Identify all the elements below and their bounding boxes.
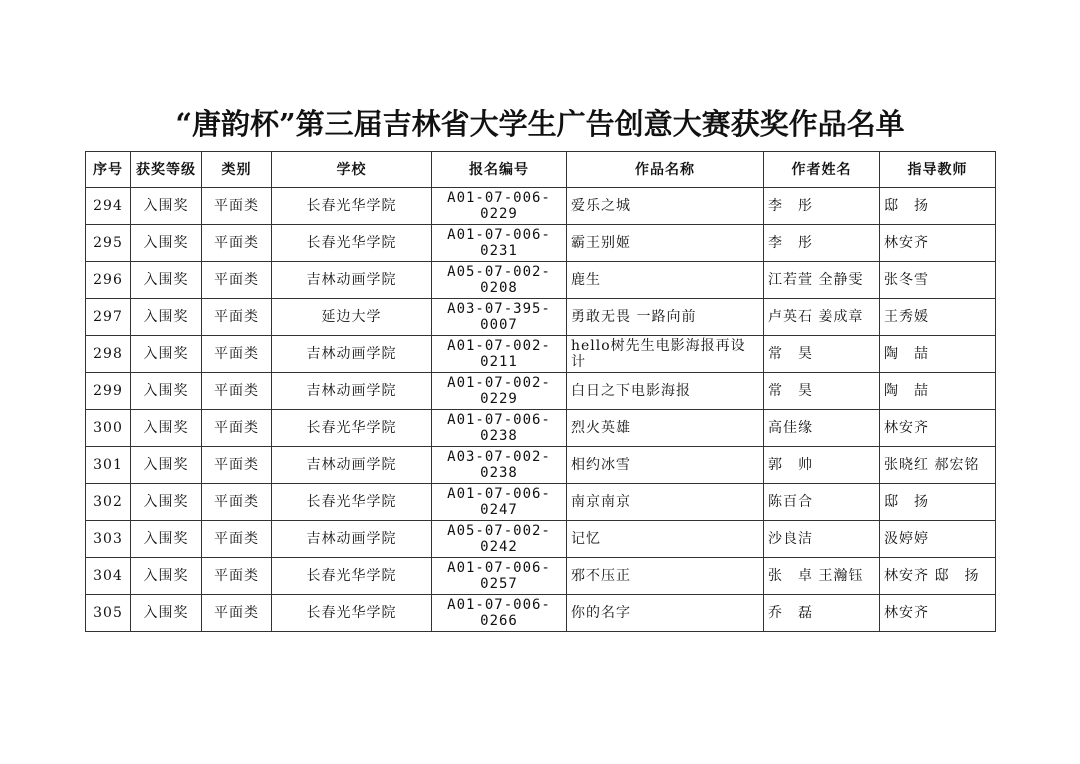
advisor-cell: 林安齐 xyxy=(880,595,996,632)
school-cell: 长春光华学院 xyxy=(272,225,432,262)
registration-id-cell: A03-07-395-0007 xyxy=(432,299,567,336)
advisor-cell: 汲婷婷 xyxy=(880,521,996,558)
advisor-cell: 邸 扬 xyxy=(880,484,996,521)
table-row xyxy=(86,558,996,595)
author-cell: 江若萱 全静雯 xyxy=(764,262,880,299)
author-cell: 卢英石 姜成章 xyxy=(764,299,880,336)
award-level-cell: 入围奖 xyxy=(131,188,202,225)
index-cell: 297 xyxy=(86,299,131,336)
award-level-cell: 入围奖 xyxy=(131,484,202,521)
work-title-cell: 烈火英雄 xyxy=(567,410,764,447)
advisor-cell: 邸 扬 xyxy=(880,188,996,225)
table-row xyxy=(86,373,996,410)
index-cell: 305 xyxy=(86,595,131,632)
work-title-cell: 霸王别姬 xyxy=(567,225,764,262)
school-cell: 长春光华学院 xyxy=(272,595,432,632)
school-cell: 长春光华学院 xyxy=(272,410,432,447)
registration-id-cell: A01-07-006-0229 xyxy=(432,188,567,225)
school-cell: 吉林动画学院 xyxy=(272,336,432,373)
registration-id-cell: A01-07-002-0211 xyxy=(432,336,567,373)
award-level-cell: 入围奖 xyxy=(131,299,202,336)
work-title-cell: 白日之下电影海报 xyxy=(567,373,764,410)
work-title-cell: 你的名字 xyxy=(567,595,764,632)
table-body xyxy=(86,188,996,632)
work-title-cell: 邪不压正 xyxy=(567,558,764,595)
registration-id-cell: A01-07-002-0229 xyxy=(432,373,567,410)
table-row xyxy=(86,188,996,225)
page-title: “唐韵杯”第三届吉林省大学生广告创意大赛获奖作品名单 xyxy=(175,107,905,141)
work-title-cell: 鹿生 xyxy=(567,262,764,299)
advisor-cell: 王秀媛 xyxy=(880,299,996,336)
school-cell: 延边大学 xyxy=(272,299,432,336)
category-cell: 平面类 xyxy=(202,299,272,336)
author-cell: 郭 帅 xyxy=(764,447,880,484)
category-cell: 平面类 xyxy=(202,521,272,558)
column-header-category: 类别 xyxy=(202,152,272,188)
registration-id-cell: A05-07-002-0208 xyxy=(432,262,567,299)
work-title-cell: 勇敢无畏 一路向前 xyxy=(567,299,764,336)
award-level-cell: 入围奖 xyxy=(131,595,202,632)
award-level-cell: 入围奖 xyxy=(131,447,202,484)
index-cell: 298 xyxy=(86,336,131,373)
registration-id-cell: A01-07-006-0238 xyxy=(432,410,567,447)
index-cell: 304 xyxy=(86,558,131,595)
category-cell: 平面类 xyxy=(202,373,272,410)
column-header-advisor: 指导教师 xyxy=(880,152,996,188)
registration-id-cell: A01-07-006-0266 xyxy=(432,595,567,632)
advisor-cell: 林安齐 xyxy=(880,225,996,262)
advisor-cell: 林安齐 邸 扬 xyxy=(880,558,996,595)
advisor-cell: 林安齐 xyxy=(880,410,996,447)
author-cell: 沙良洁 xyxy=(764,521,880,558)
award-level-cell: 入围奖 xyxy=(131,225,202,262)
index-cell: 296 xyxy=(86,262,131,299)
index-cell: 294 xyxy=(86,188,131,225)
column-header-author: 作者姓名 xyxy=(764,152,880,188)
index-cell: 300 xyxy=(86,410,131,447)
author-cell: 李 彤 xyxy=(764,188,880,225)
author-cell: 常 昊 xyxy=(764,336,880,373)
category-cell: 平面类 xyxy=(202,595,272,632)
registration-id-cell: A01-07-006-0231 xyxy=(432,225,567,262)
index-cell: 295 xyxy=(86,225,131,262)
category-cell: 平面类 xyxy=(202,262,272,299)
advisor-cell: 张冬雪 xyxy=(880,262,996,299)
category-cell: 平面类 xyxy=(202,484,272,521)
table-row xyxy=(86,262,996,299)
registration-id-cell: A05-07-002-0242 xyxy=(432,521,567,558)
author-cell: 张 卓 王瀚钰 xyxy=(764,558,880,595)
advisor-cell: 陶 喆 xyxy=(880,373,996,410)
author-cell: 陈百合 xyxy=(764,484,880,521)
registration-id-cell: A03-07-002-0238 xyxy=(432,447,567,484)
category-cell: 平面类 xyxy=(202,447,272,484)
work-title-cell: 爱乐之城 xyxy=(567,188,764,225)
column-header-award-level: 获奖等级 xyxy=(131,152,202,188)
award-level-cell: 入围奖 xyxy=(131,558,202,595)
category-cell: 平面类 xyxy=(202,225,272,262)
school-cell: 长春光华学院 xyxy=(272,188,432,225)
table-row xyxy=(86,336,996,373)
category-cell: 平面类 xyxy=(202,558,272,595)
advisor-cell: 陶 喆 xyxy=(880,336,996,373)
school-cell: 吉林动画学院 xyxy=(272,447,432,484)
index-cell: 302 xyxy=(86,484,131,521)
table-row xyxy=(86,521,996,558)
table-header-row xyxy=(86,152,996,188)
column-header-school: 学校 xyxy=(272,152,432,188)
index-cell: 299 xyxy=(86,373,131,410)
registration-id-cell: A01-07-006-0247 xyxy=(432,484,567,521)
work-title-cell: 记忆 xyxy=(567,521,764,558)
column-header-work-title: 作品名称 xyxy=(567,152,764,188)
author-cell: 乔 磊 xyxy=(764,595,880,632)
category-cell: 平面类 xyxy=(202,410,272,447)
table-row xyxy=(86,225,996,262)
category-cell: 平面类 xyxy=(202,188,272,225)
table-row xyxy=(86,410,996,447)
school-cell: 吉林动画学院 xyxy=(272,373,432,410)
work-title-cell: 南京南京 xyxy=(567,484,764,521)
award-level-cell: 入围奖 xyxy=(131,521,202,558)
school-cell: 吉林动画学院 xyxy=(272,521,432,558)
author-cell: 常 昊 xyxy=(764,373,880,410)
school-cell: 长春光华学院 xyxy=(272,558,432,595)
school-cell: 长春光华学院 xyxy=(272,484,432,521)
table-row xyxy=(86,484,996,521)
work-title-cell: 相约冰雪 xyxy=(567,447,764,484)
table-row xyxy=(86,447,996,484)
author-cell: 李 彤 xyxy=(764,225,880,262)
index-cell: 301 xyxy=(86,447,131,484)
advisor-cell: 张晓红 郝宏铭 xyxy=(880,447,996,484)
award-level-cell: 入围奖 xyxy=(131,410,202,447)
category-cell: 平面类 xyxy=(202,336,272,373)
school-cell: 吉林动画学院 xyxy=(272,262,432,299)
column-header-index: 序号 xyxy=(86,152,131,188)
registration-id-cell: A01-07-006-0257 xyxy=(432,558,567,595)
award-level-cell: 入围奖 xyxy=(131,373,202,410)
author-cell: 高佳缘 xyxy=(764,410,880,447)
award-level-cell: 入围奖 xyxy=(131,336,202,373)
awards-table xyxy=(85,151,996,632)
table-row xyxy=(86,595,996,632)
award-level-cell: 入围奖 xyxy=(131,262,202,299)
work-title-cell: hello树先生电影海报再设计 xyxy=(567,336,764,373)
index-cell: 303 xyxy=(86,521,131,558)
column-header-registration-id: 报名编号 xyxy=(432,152,567,188)
table-row xyxy=(86,299,996,336)
